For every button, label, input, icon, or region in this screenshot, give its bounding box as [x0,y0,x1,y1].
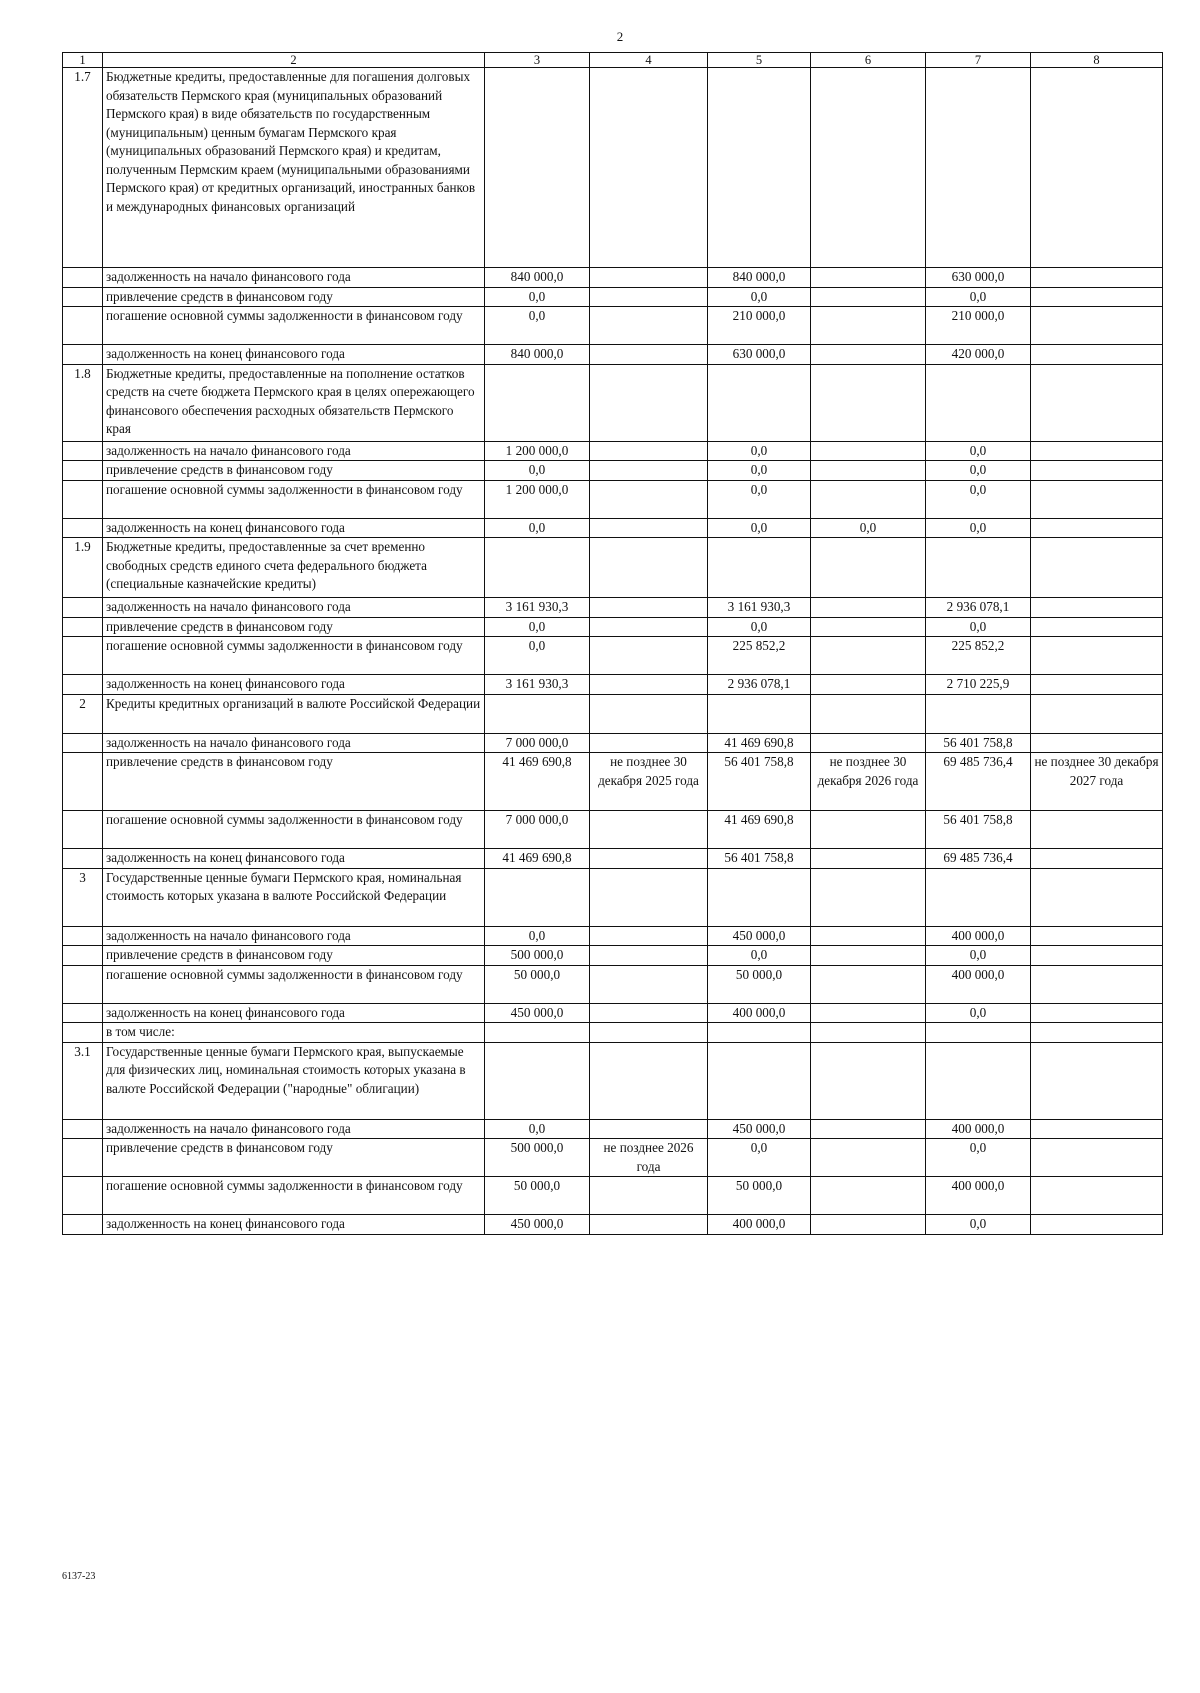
row-description: задолженность на начало финансового года [103,1119,485,1139]
row-number [63,946,103,966]
col7-value: 69 485 736,4 [926,849,1031,869]
col6-term [811,694,926,733]
col7-value: 0,0 [926,518,1031,538]
col3-value: 3 161 930,3 [485,675,590,695]
col6-term [811,1119,926,1139]
col5-value: 3 161 930,3 [708,598,811,618]
col7-value [926,1042,1031,1119]
col5-value: 630 000,0 [708,345,811,365]
row-description: задолженность на начало финансового года [103,733,485,753]
table-row [63,307,1163,345]
col5-value: 400 000,0 [708,1003,811,1023]
col5-value: 450 000,0 [708,926,811,946]
row-number [63,1215,103,1235]
col8-term [1031,345,1163,365]
col5-value [708,868,811,926]
table-row [63,518,1163,538]
col8-term [1031,1003,1163,1023]
col5-value: 210 000,0 [708,307,811,345]
header-cell: 6 [811,53,926,68]
row-number: 3 [63,868,103,926]
table-row [63,965,1163,1003]
col3-value: 840 000,0 [485,268,590,288]
row-number [63,617,103,637]
row-description: погашение основной суммы задолженности в финансовом году [103,1177,485,1215]
col7-value: 56 401 758,8 [926,811,1031,849]
row-description: Государственные ценные бумаги Пермского края, номинальная стоимость которых указана в валюте Российской Федерации [103,868,485,926]
col4-term [590,480,708,518]
col5-value: 41 469 690,8 [708,733,811,753]
col5-value [708,694,811,733]
row-number: 1.8 [63,364,103,441]
col3-value: 1 200 000,0 [485,480,590,518]
row-number [63,811,103,849]
row-number [63,518,103,538]
col8-term [1031,518,1163,538]
col3-value: 0,0 [485,518,590,538]
col8-term [1031,694,1163,733]
col8-term [1031,946,1163,966]
table-row [63,364,1163,441]
col3-value: 840 000,0 [485,345,590,365]
col6-term [811,461,926,481]
row-number [63,849,103,869]
table-row [63,538,1163,598]
col3-value: 0,0 [485,461,590,481]
col5-value: 0,0 [708,518,811,538]
row-number: 1.7 [63,68,103,268]
header-cell: 1 [63,53,103,68]
col6-term [811,1042,926,1119]
col3-value: 0,0 [485,287,590,307]
col3-value: 50 000,0 [485,1177,590,1215]
col5-value [708,364,811,441]
col7-value: 0,0 [926,441,1031,461]
row-number [63,287,103,307]
col4-term [590,461,708,481]
row-description: Кредиты кредитных организаций в валюте Российской Федерации [103,694,485,733]
col5-value: 840 000,0 [708,268,811,288]
col8-term [1031,733,1163,753]
col6-term [811,637,926,675]
col8-term [1031,1042,1163,1119]
row-description: погашение основной суммы задолженности в финансовом году [103,307,485,345]
row-number [63,1023,103,1043]
col6-term [811,364,926,441]
table-row [63,287,1163,307]
col7-value: 0,0 [926,946,1031,966]
col3-value [485,1023,590,1043]
header-cell: 4 [590,53,708,68]
header-cell: 3 [485,53,590,68]
col5-value: 41 469 690,8 [708,811,811,849]
debt-table [62,52,1163,1235]
col4-term [590,694,708,733]
row-number [63,675,103,695]
col6-term [811,480,926,518]
col3-value: 450 000,0 [485,1003,590,1023]
col5-value: 56 401 758,8 [708,753,811,811]
col8-term [1031,441,1163,461]
col8-term [1031,307,1163,345]
col8-term [1031,965,1163,1003]
row-description: задолженность на конец финансового года [103,675,485,695]
col4-term [590,675,708,695]
table-row [63,598,1163,618]
header-cell: 8 [1031,53,1163,68]
row-number [63,307,103,345]
table-row [63,675,1163,695]
header-cell: 2 [103,53,485,68]
col8-term [1031,461,1163,481]
row-description: задолженность на начало финансового года [103,598,485,618]
row-description: привлечение средств в финансовом году [103,753,485,811]
col4-term [590,538,708,598]
col7-value [926,364,1031,441]
col6-term [811,345,926,365]
table-row [63,441,1163,461]
col4-term [590,287,708,307]
table-row [63,694,1163,733]
col3-value [485,694,590,733]
col7-value: 400 000,0 [926,1177,1031,1215]
table-row [63,1119,1163,1139]
col6-term [811,1003,926,1023]
row-description: привлечение средств в финансовом году [103,461,485,481]
col8-term [1031,811,1163,849]
table-row [63,811,1163,849]
col3-value [485,364,590,441]
col5-value [708,68,811,268]
col6-term [811,441,926,461]
col7-value [926,694,1031,733]
col3-value: 1 200 000,0 [485,441,590,461]
row-description: Государственные ценные бумаги Пермского края, выпускаемые для физических лиц, номинальная стоимость которых указана в валюте Российской Федерации ("народные" облигации) [103,1042,485,1119]
col8-term [1031,68,1163,268]
table-row [63,617,1163,637]
col8-term [1031,926,1163,946]
col4-term [590,441,708,461]
row-number [63,461,103,481]
table-row [63,1215,1163,1235]
table-row [63,926,1163,946]
col6-term [811,538,926,598]
row-number [63,637,103,675]
row-description: задолженность на начало финансового года [103,926,485,946]
table-row [63,868,1163,926]
col3-value: 0,0 [485,617,590,637]
col3-value [485,538,590,598]
table-row [63,1003,1163,1023]
col3-value: 500 000,0 [485,1139,590,1177]
col8-term [1031,268,1163,288]
row-description: задолженность на конец финансового года [103,1003,485,1023]
col7-value: 56 401 758,8 [926,733,1031,753]
row-description: погашение основной суммы задолженности в финансовом году [103,480,485,518]
table-row [63,1139,1163,1177]
col8-term [1031,617,1163,637]
row-number [63,965,103,1003]
col8-term [1031,480,1163,518]
col7-value: 630 000,0 [926,268,1031,288]
col8-term [1031,538,1163,598]
row-description: погашение основной суммы задолженности в финансовом году [103,637,485,675]
table-row [63,345,1163,365]
col4-term [590,364,708,441]
col8-term [1031,1139,1163,1177]
col5-value: 50 000,0 [708,1177,811,1215]
col7-value: 0,0 [926,461,1031,481]
col3-value: 50 000,0 [485,965,590,1003]
col4-term [590,598,708,618]
col7-value: 0,0 [926,287,1031,307]
row-number [63,480,103,518]
col7-value [926,538,1031,598]
col4-term [590,268,708,288]
table-row [63,1177,1163,1215]
col4-term: не позднее 30 декабря 2025 года [590,753,708,811]
col5-value: 0,0 [708,946,811,966]
col7-value: 2 710 225,9 [926,675,1031,695]
page-number: 2 [616,29,624,44]
row-number: 3.1 [63,1042,103,1119]
col8-term [1031,1119,1163,1139]
col4-term [590,68,708,268]
col6-term [811,287,926,307]
col4-term [590,868,708,926]
col6-term [811,1023,926,1043]
row-description: задолженность на конец финансового года [103,518,485,538]
row-number [63,598,103,618]
col5-value: 2 936 078,1 [708,675,811,695]
col3-value [485,868,590,926]
row-description: в том числе: [103,1023,485,1043]
col7-value: 0,0 [926,1215,1031,1235]
row-number [63,441,103,461]
col5-value: 56 401 758,8 [708,849,811,869]
row-description: Бюджетные кредиты, предоставленные для погашения долговых обязательств Пермского края (муниципальных образований Пермского края) в виде обязательств по государственным (муниципальным) ценным бумагам Пермского края (муниципальных образований Пермского края) и кредитам, полученным Пермским краем (муниципальными образованиями Пермского края) от кредитных организаций, иностранных банков и международных финансовых организаций [103,68,485,268]
row-description: задолженность на конец финансового года [103,849,485,869]
col3-value: 450 000,0 [485,1215,590,1235]
col7-value: 0,0 [926,480,1031,518]
table-row [63,753,1163,811]
col6-term [811,68,926,268]
col5-value: 400 000,0 [708,1215,811,1235]
col8-term [1031,1023,1163,1043]
col8-term [1031,849,1163,869]
col6-term [811,1177,926,1215]
row-description: погашение основной суммы задолженности в финансовом году [103,965,485,1003]
col4-term [590,637,708,675]
col6-term [811,598,926,618]
col3-value: 500 000,0 [485,946,590,966]
col4-term [590,1119,708,1139]
col4-term [590,733,708,753]
col4-term: не позднее 2026 года [590,1139,708,1177]
row-description: привлечение средств в финансовом году [103,1139,485,1177]
table-row [63,268,1163,288]
col8-term: не позднее 30 декабря 2027 года [1031,753,1163,811]
document-code: 6137-23 [62,1571,96,1582]
row-number [63,1177,103,1215]
table-row [63,461,1163,481]
col3-value: 7 000 000,0 [485,811,590,849]
col7-value: 0,0 [926,617,1031,637]
col8-term [1031,675,1163,695]
table-row [63,68,1163,268]
col6-term [811,849,926,869]
table-row [63,946,1163,966]
col3-value: 0,0 [485,926,590,946]
table-row [63,1042,1163,1119]
col7-value: 0,0 [926,1003,1031,1023]
col4-term [590,345,708,365]
col5-value: 50 000,0 [708,965,811,1003]
col5-value: 0,0 [708,1139,811,1177]
col6-term [811,926,926,946]
col7-value: 400 000,0 [926,1119,1031,1139]
col6-term [811,675,926,695]
col6-term: 0,0 [811,518,926,538]
row-number [63,1003,103,1023]
col8-term [1031,637,1163,675]
col6-term [811,307,926,345]
row-description: Бюджетные кредиты, предоставленные на пополнение остатков средств на счете бюджета Пермского края в целях опережающего финансового обеспечения расходных обязательств Пермского края [103,364,485,441]
row-number [63,345,103,365]
col6-term [811,868,926,926]
row-number [63,926,103,946]
header-cell: 7 [926,53,1031,68]
col6-term [811,268,926,288]
row-number: 2 [63,694,103,733]
row-description: привлечение средств в финансовом году [103,617,485,637]
row-number [63,753,103,811]
col3-value [485,1042,590,1119]
header-row [63,53,1163,68]
col4-term [590,965,708,1003]
header-cell: 5 [708,53,811,68]
row-description: привлечение средств в финансовом году [103,946,485,966]
table-row [63,637,1163,675]
col7-value: 225 852,2 [926,637,1031,675]
col8-term [1031,868,1163,926]
col4-term [590,518,708,538]
col3-value: 0,0 [485,637,590,675]
col4-term [590,946,708,966]
col7-value: 2 936 078,1 [926,598,1031,618]
col4-term [590,849,708,869]
col4-term [590,1042,708,1119]
col6-term [811,617,926,637]
col4-term [590,617,708,637]
col7-value: 420 000,0 [926,345,1031,365]
col4-term [590,926,708,946]
col7-value: 400 000,0 [926,965,1031,1003]
col5-value [708,1023,811,1043]
row-number [63,1119,103,1139]
col4-term [590,1023,708,1043]
col5-value [708,1042,811,1119]
col7-value [926,868,1031,926]
col7-value [926,1023,1031,1043]
col7-value: 210 000,0 [926,307,1031,345]
col8-term [1031,287,1163,307]
col6-term [811,1215,926,1235]
col7-value [926,68,1031,268]
col3-value: 0,0 [485,1119,590,1139]
col5-value: 450 000,0 [708,1119,811,1139]
col6-term [811,1139,926,1177]
col3-value: 41 469 690,8 [485,849,590,869]
table-row [63,849,1163,869]
col6-term [811,733,926,753]
col5-value: 0,0 [708,287,811,307]
row-description: задолженность на начало финансового года [103,441,485,461]
col8-term [1031,1177,1163,1215]
col4-term [590,811,708,849]
row-number: 1.9 [63,538,103,598]
col7-value: 400 000,0 [926,926,1031,946]
col4-term [590,1177,708,1215]
row-description: привлечение средств в финансовом году [103,287,485,307]
col7-value: 69 485 736,4 [926,753,1031,811]
col3-value: 41 469 690,8 [485,753,590,811]
col3-value: 7 000 000,0 [485,733,590,753]
table-row [63,1023,1163,1043]
row-description: задолженность на начало финансового года [103,268,485,288]
col6-term [811,965,926,1003]
col5-value: 0,0 [708,441,811,461]
row-description: задолженность на конец финансового года [103,345,485,365]
col3-value: 3 161 930,3 [485,598,590,618]
table-row [63,480,1163,518]
table-row [63,733,1163,753]
row-number [63,268,103,288]
col6-term [811,946,926,966]
col5-value: 0,0 [708,461,811,481]
col7-value: 0,0 [926,1139,1031,1177]
col8-term [1031,1215,1163,1235]
col6-term [811,811,926,849]
col4-term [590,1003,708,1023]
row-description: Бюджетные кредиты, предоставленные за счет временно свободных средств единого счета федерального бюджета (специальные казначейские кредиты) [103,538,485,598]
col8-term [1031,598,1163,618]
col3-value [485,68,590,268]
row-description: задолженность на конец финансового года [103,1215,485,1235]
col5-value: 0,0 [708,617,811,637]
col8-term [1031,364,1163,441]
col5-value: 225 852,2 [708,637,811,675]
col3-value: 0,0 [485,307,590,345]
row-number [63,1139,103,1177]
col4-term [590,307,708,345]
col5-value [708,538,811,598]
col4-term [590,1215,708,1235]
row-number [63,733,103,753]
row-description: погашение основной суммы задолженности в финансовом году [103,811,485,849]
col5-value: 0,0 [708,480,811,518]
col6-term: не позднее 30 декабря 2026 года [811,753,926,811]
